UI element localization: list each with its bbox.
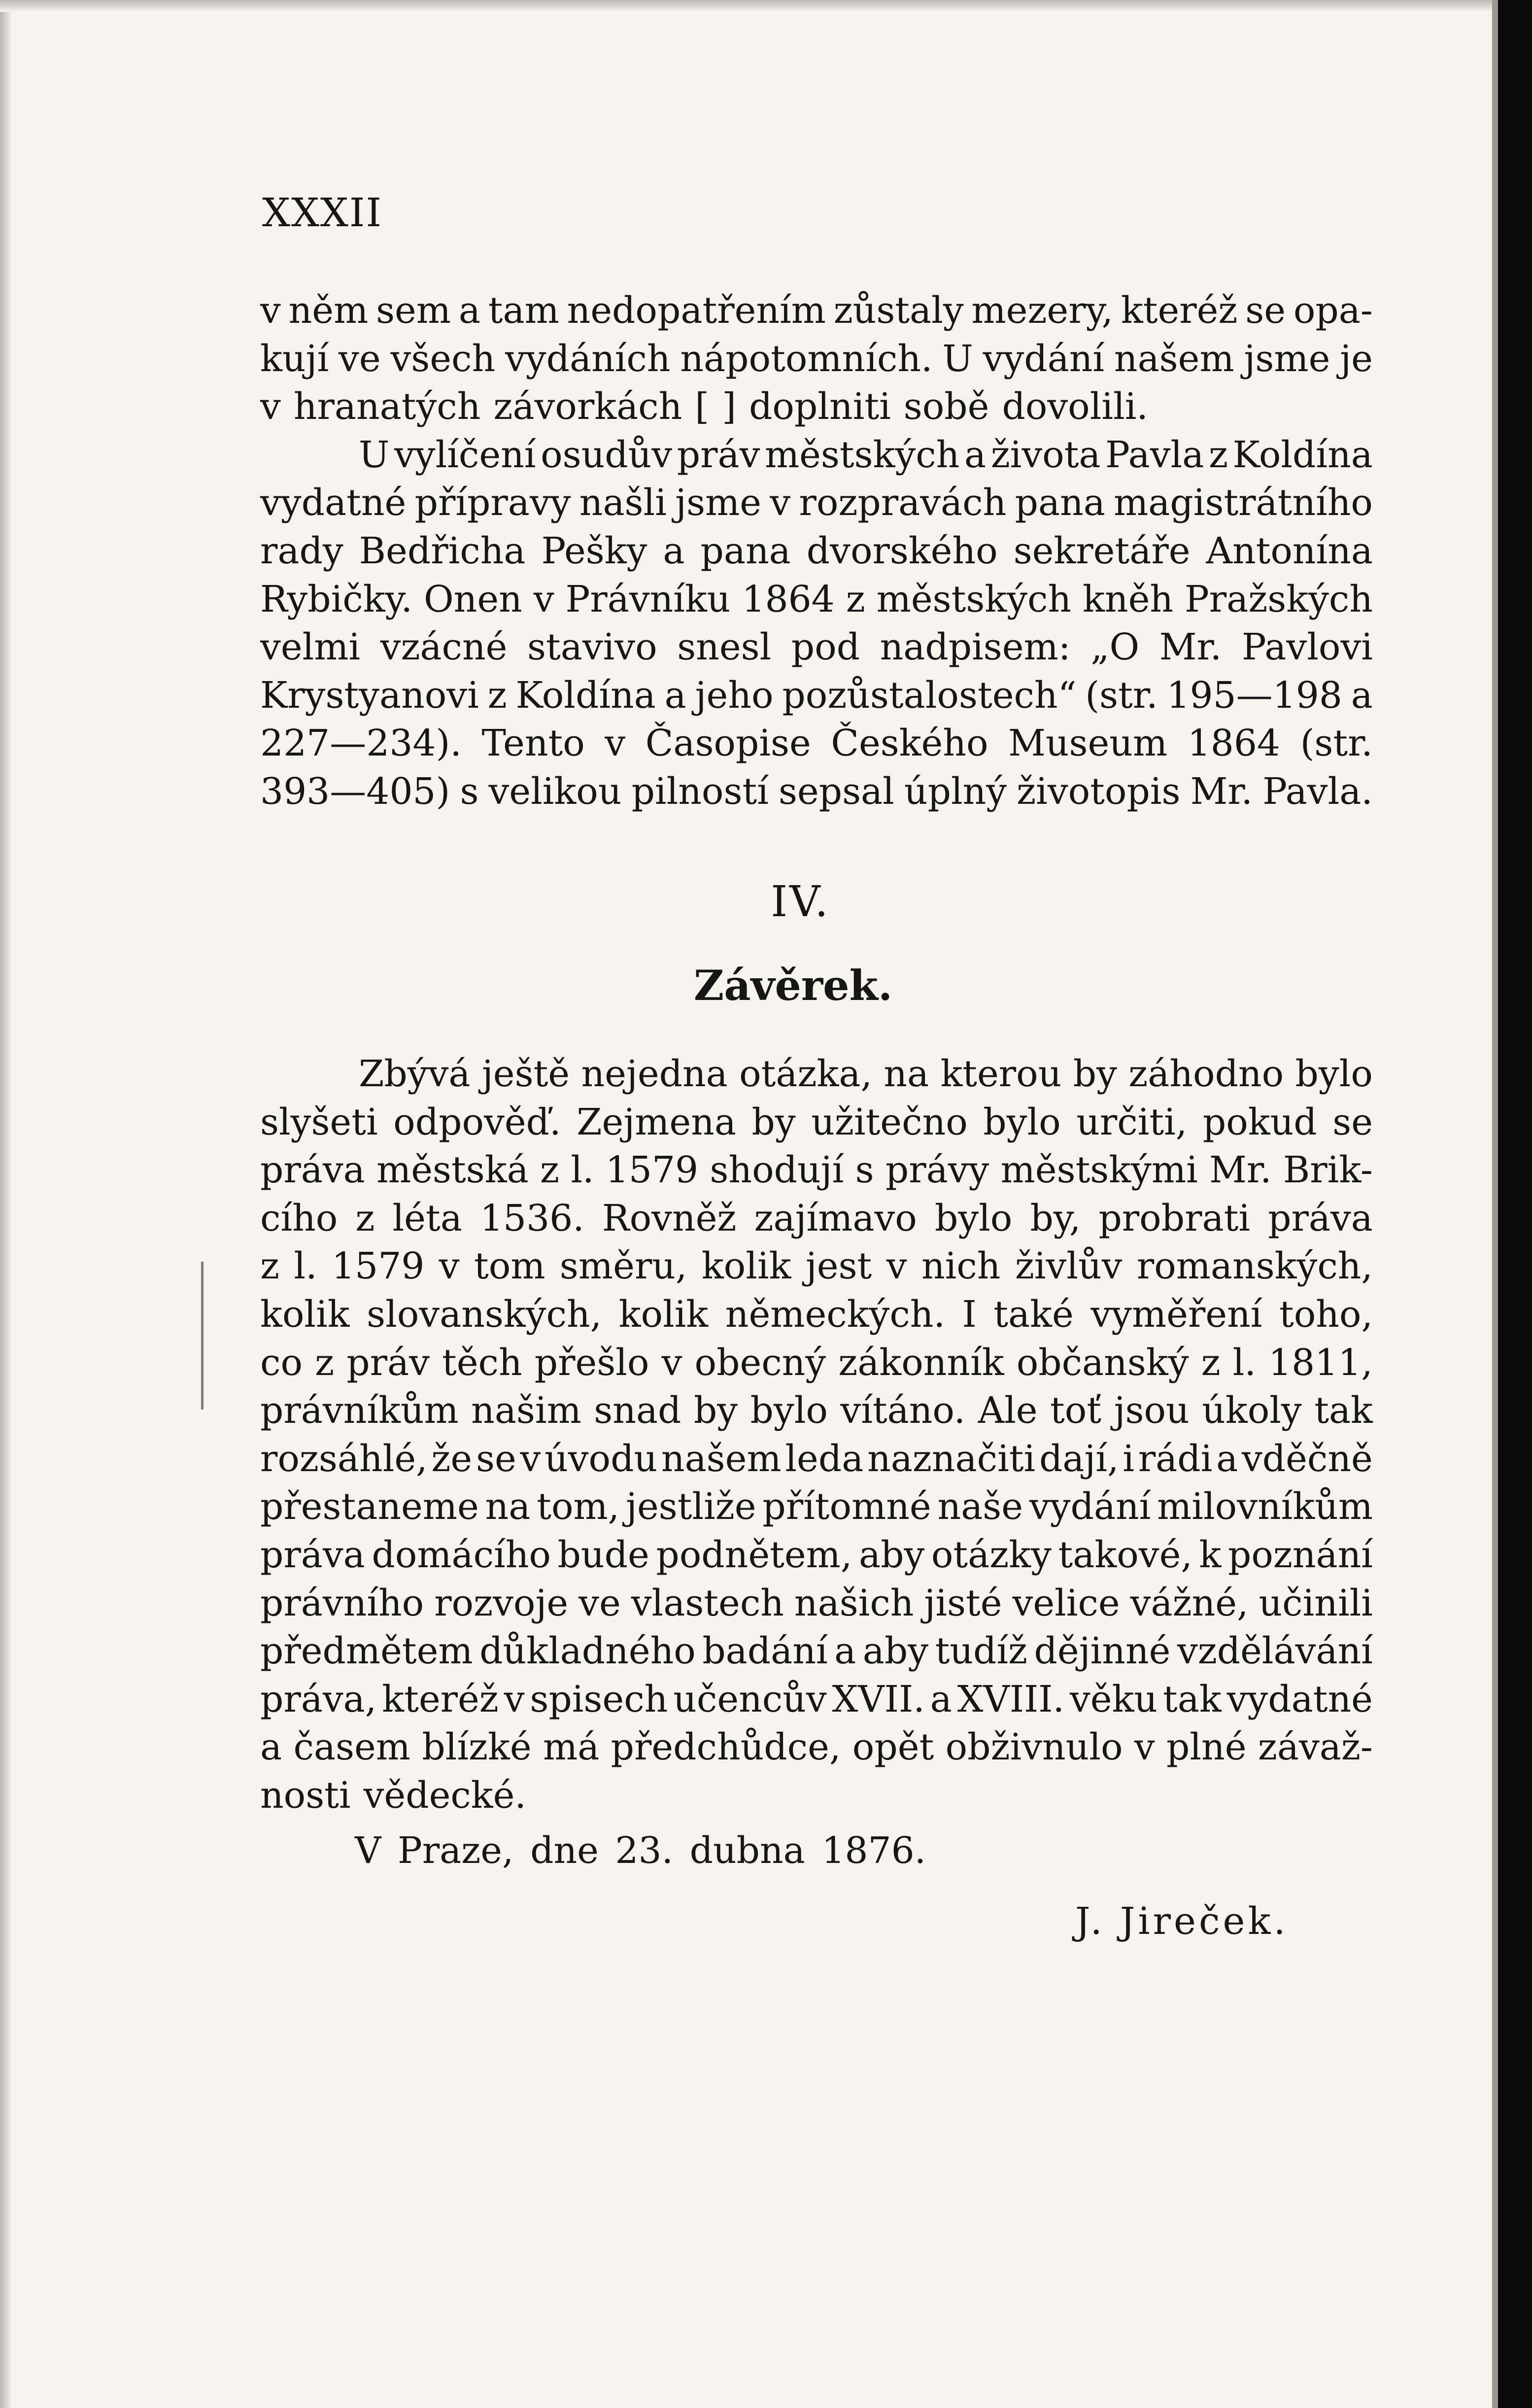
word: ve — [338, 337, 381, 380]
word: romanských, — [1136, 1245, 1373, 1288]
word: vydání — [983, 337, 1105, 380]
section-number: IV. — [771, 877, 830, 927]
word: jisté — [924, 1582, 1002, 1624]
text-line — [260, 768, 1373, 816]
word: s — [855, 1149, 874, 1192]
word: kněh — [1083, 578, 1174, 620]
word: mezery, — [971, 289, 1114, 332]
word: v — [661, 1341, 682, 1384]
word: rozpravách — [799, 482, 1007, 524]
word: nich — [921, 1245, 1001, 1288]
text-line — [260, 1772, 1373, 1820]
text-line — [260, 1242, 1373, 1291]
page-top-edge — [0, 0, 1532, 12]
word: našem — [1114, 337, 1234, 380]
word: v — [533, 578, 554, 620]
word: shodují — [710, 1149, 844, 1192]
word: také — [993, 1293, 1074, 1336]
word: kolik — [260, 1293, 350, 1336]
word: života — [990, 433, 1101, 476]
word: městská — [376, 1149, 529, 1192]
word: kteréž — [1121, 289, 1238, 332]
text-line — [260, 1627, 1373, 1676]
word: Tento — [481, 722, 585, 765]
word: I — [962, 1293, 977, 1336]
word: rady — [260, 529, 343, 572]
word: magistrátního — [1114, 482, 1373, 524]
word: co — [260, 1341, 303, 1384]
word: rozsáhlé, — [260, 1437, 428, 1480]
word: ] — [722, 385, 737, 428]
word: Rovněž — [602, 1197, 737, 1239]
dateline: V Praze, dne 23. dubna 1876. — [355, 1829, 926, 1872]
word: naše — [937, 1485, 1023, 1528]
word: se — [1245, 289, 1286, 332]
word: z — [1201, 1341, 1221, 1384]
word: velikou — [488, 770, 622, 813]
word: z — [1208, 433, 1228, 476]
word: živlův — [1015, 1245, 1123, 1288]
word: U — [942, 337, 973, 380]
word: Onen — [424, 578, 522, 620]
word: určiti, — [1076, 1101, 1188, 1143]
word: XVIII. — [957, 1678, 1065, 1720]
word: Brik- — [1283, 1149, 1373, 1192]
word: z — [315, 1341, 335, 1384]
word: Museum — [1008, 722, 1168, 765]
word: vzácné — [380, 626, 508, 669]
word: stavivo — [527, 626, 657, 669]
word: sepsal — [778, 770, 894, 813]
word: těch — [442, 1341, 522, 1384]
word: doplniti — [749, 385, 891, 428]
word: toho, — [1279, 1293, 1373, 1336]
word: l. — [571, 1149, 594, 1192]
word: něm — [288, 289, 369, 332]
word: bylo — [983, 1101, 1061, 1143]
word: přešlo — [534, 1341, 649, 1384]
word: kterou — [940, 1053, 1062, 1095]
word: v — [260, 289, 281, 332]
word: jestliže — [626, 1485, 756, 1528]
word: městských — [764, 433, 960, 476]
word: rozvoje — [434, 1582, 569, 1624]
word: ve — [579, 1582, 621, 1624]
word: úkoly — [1202, 1389, 1302, 1432]
word: U — [359, 433, 390, 476]
text-line — [260, 1291, 1373, 1339]
word: Pražských — [1185, 578, 1373, 620]
word: plné — [1166, 1726, 1247, 1769]
word: (str. — [1300, 722, 1373, 765]
word: poznání — [1227, 1533, 1373, 1576]
word: Antonína — [1206, 529, 1373, 572]
word: Mr. — [1209, 1149, 1272, 1192]
word: z — [260, 1245, 279, 1288]
word: 1579 — [605, 1149, 699, 1192]
word: záhodno — [1128, 1053, 1284, 1095]
word: Zejmena — [577, 1101, 736, 1143]
text-line — [260, 1146, 1373, 1195]
word: úvodu — [545, 1437, 658, 1480]
word: jest — [805, 1245, 872, 1288]
word: učinili — [1259, 1582, 1373, 1624]
word: v — [520, 1437, 541, 1480]
word: vzdělávání — [1177, 1630, 1373, 1673]
word: snesl — [677, 626, 772, 669]
word: [ — [695, 385, 710, 428]
text-line — [260, 1723, 1373, 1772]
word: 393—405) — [260, 770, 450, 813]
text-line — [260, 479, 1373, 527]
word: leda — [785, 1437, 864, 1480]
word: našli — [579, 482, 667, 524]
word: že — [431, 1437, 473, 1480]
word: přítomné — [762, 1485, 931, 1528]
word: 1579 — [332, 1245, 425, 1288]
text-line — [260, 1580, 1373, 1628]
word: zajímavo — [754, 1197, 917, 1239]
word: práv — [346, 1341, 430, 1384]
word: kolik — [618, 1293, 709, 1336]
page-right-edge — [1498, 0, 1532, 2408]
word: na — [485, 1485, 531, 1528]
text-line — [260, 1050, 1373, 1099]
word: snad — [594, 1389, 681, 1432]
word: vážné, — [1130, 1582, 1249, 1624]
word: dovolili. — [1002, 385, 1148, 428]
word: práva — [260, 1533, 365, 1576]
word: vydání — [1029, 1485, 1151, 1528]
word: naznačiti — [867, 1437, 1036, 1480]
word: vlastech — [631, 1582, 784, 1624]
word: tak — [1314, 1389, 1373, 1432]
word: Ale — [978, 1389, 1038, 1432]
word: právy — [885, 1149, 989, 1192]
word: městskými — [1000, 1149, 1198, 1192]
word: práva — [1268, 1197, 1373, 1239]
word: a — [1216, 1437, 1238, 1480]
word: hranatých — [293, 385, 481, 428]
word: a — [260, 1726, 282, 1769]
word: obecný — [694, 1341, 826, 1384]
word: předchůdce, — [611, 1726, 841, 1769]
word: 1864 — [742, 578, 835, 620]
word: aby — [862, 1630, 929, 1673]
word: z — [487, 674, 507, 717]
word: práv — [677, 433, 760, 476]
word: našim — [471, 1389, 581, 1432]
page-number: XXXII — [262, 190, 383, 236]
word: z — [846, 578, 865, 620]
word: „O — [1090, 626, 1140, 669]
word: práva — [260, 1149, 365, 1192]
word: důkladného — [479, 1630, 696, 1673]
word: cího — [260, 1197, 338, 1239]
word: v — [439, 1245, 460, 1288]
text-line — [260, 672, 1373, 720]
word: Zbývá — [359, 1053, 471, 1095]
word: k — [1199, 1533, 1222, 1576]
word: tak — [1163, 1678, 1222, 1720]
word: nosti — [260, 1774, 351, 1817]
word: Českého — [831, 722, 988, 765]
word: dvorského — [806, 529, 998, 572]
word: časem — [293, 1726, 410, 1769]
text-line — [260, 1531, 1373, 1580]
word: z — [540, 1149, 560, 1192]
word: zůstaly — [833, 289, 964, 332]
word: nejedna — [581, 1053, 728, 1095]
word: osudův — [541, 433, 673, 476]
word: bude — [557, 1533, 649, 1576]
word: Pavla. — [1262, 770, 1373, 813]
text-line — [260, 623, 1373, 672]
word: a — [663, 529, 685, 572]
word: městských — [876, 578, 1072, 620]
text-line — [260, 527, 1373, 576]
text-line — [260, 335, 1373, 383]
word: závaž- — [1258, 1726, 1373, 1769]
word: tom — [474, 1245, 545, 1288]
word: milovníkům — [1157, 1485, 1373, 1528]
word: a — [1351, 674, 1373, 717]
word: velmi — [260, 626, 361, 669]
word: právníkům — [260, 1389, 459, 1432]
word: takové, — [1058, 1533, 1192, 1576]
word: Mr. — [1190, 770, 1253, 813]
intro-text — [260, 287, 1373, 816]
word: tom, — [537, 1485, 620, 1528]
word: sem — [376, 289, 451, 332]
word: nápotomních. — [680, 337, 933, 380]
word: směru, — [559, 1245, 687, 1288]
word: Právníku — [565, 578, 731, 620]
word: v — [770, 482, 791, 524]
word: ještě — [481, 1053, 570, 1095]
word: otázky — [931, 1533, 1052, 1576]
word: pana — [1015, 482, 1105, 524]
word: pod — [791, 626, 860, 669]
word: opa- — [1293, 289, 1373, 332]
word: tam — [488, 289, 559, 332]
word: všech — [390, 337, 496, 380]
word: odpověď. — [393, 1101, 561, 1143]
page-right-shadow — [1492, 0, 1498, 2408]
word: sekretáře — [1013, 529, 1191, 572]
word: bylo — [1295, 1053, 1373, 1095]
word: tudíž — [935, 1630, 1028, 1673]
word: vědecké. — [363, 1774, 526, 1817]
word: probrati — [1098, 1197, 1250, 1239]
word: sobě — [903, 385, 989, 428]
word: léta — [392, 1197, 462, 1239]
word: životopis — [1017, 770, 1181, 813]
word: otázka, — [739, 1053, 872, 1095]
word: na — [884, 1053, 929, 1095]
text-line — [260, 1676, 1373, 1724]
word: Mr. — [1159, 626, 1222, 669]
word: našem — [661, 1437, 782, 1480]
word: 1536. — [479, 1197, 584, 1239]
word: se — [476, 1437, 516, 1480]
word: přípravy — [414, 482, 571, 524]
text-line — [260, 383, 1373, 431]
word: je — [1340, 337, 1373, 380]
word: jsou — [1114, 1389, 1190, 1432]
text-line — [260, 1195, 1373, 1243]
word: kteréž — [382, 1678, 499, 1720]
word: slovanských, — [367, 1293, 602, 1336]
word: v — [886, 1245, 907, 1288]
word: Pešky — [541, 529, 647, 572]
word: spisech — [530, 1678, 668, 1720]
word: německých. — [725, 1293, 945, 1336]
word: práva, — [260, 1678, 377, 1720]
word: v — [1134, 1726, 1155, 1769]
word: i — [1123, 1437, 1134, 1480]
word: 195—198 — [1166, 674, 1342, 717]
word: kují — [260, 337, 329, 380]
word: má — [543, 1726, 600, 1769]
word: vydáních — [505, 337, 671, 380]
word: aby — [858, 1533, 925, 1576]
text-line — [260, 431, 1373, 480]
text-line — [260, 287, 1373, 335]
word: úplný — [904, 770, 1007, 813]
word: pana — [700, 529, 791, 572]
word: dají, — [1039, 1437, 1119, 1480]
word: Koldína — [1232, 433, 1373, 476]
word: a — [964, 433, 987, 476]
word: závorkách — [493, 385, 682, 428]
word: by — [751, 1101, 796, 1143]
word: Bedřicha — [359, 529, 526, 572]
word: 227—234). — [260, 722, 462, 765]
text-line — [260, 1099, 1373, 1147]
word: 1811, — [1268, 1341, 1373, 1384]
word: (str. — [1085, 674, 1158, 717]
word: Pavla — [1105, 433, 1204, 476]
word: vítáno. — [840, 1389, 966, 1432]
word: pozůstalostech“ — [782, 674, 1077, 717]
word: našich — [794, 1582, 914, 1624]
word: v — [605, 722, 626, 765]
word: l. — [294, 1245, 317, 1288]
word: přestaneme — [260, 1485, 479, 1528]
word: by, — [1030, 1197, 1081, 1239]
word: a — [458, 289, 480, 332]
word: l. — [1232, 1341, 1256, 1384]
text-line — [260, 720, 1373, 768]
word: učencův — [673, 1678, 827, 1720]
word: se — [1332, 1101, 1373, 1143]
word: badání — [702, 1630, 828, 1673]
word: XVII. — [832, 1678, 925, 1720]
word: v — [260, 385, 281, 428]
word: kolik — [701, 1245, 791, 1288]
word: v — [504, 1678, 525, 1720]
word: dějinné — [1034, 1630, 1171, 1673]
page-left-edge — [0, 0, 11, 2408]
text-line — [260, 1387, 1373, 1435]
word: opět — [852, 1726, 934, 1769]
word: vylíčení — [394, 433, 536, 476]
word: nedopatřením — [567, 289, 826, 332]
word: bylo — [750, 1389, 828, 1432]
word: vydatné — [260, 482, 407, 524]
text-line — [260, 1435, 1373, 1483]
word: jeho — [695, 674, 774, 717]
word: by — [1073, 1053, 1117, 1095]
word: právního — [260, 1582, 424, 1624]
word: z — [355, 1197, 375, 1239]
conclusion-text — [260, 1050, 1373, 1820]
word: zákonník — [838, 1341, 1004, 1384]
word: bylo — [934, 1197, 1013, 1239]
section-title: Závěrek. — [693, 961, 893, 1010]
word: podnětem, — [656, 1533, 852, 1576]
word: občanský — [1016, 1341, 1189, 1384]
word: jsme — [1244, 337, 1330, 380]
word: Koldína — [515, 674, 656, 717]
word: Rybičky. — [260, 578, 413, 620]
word: věku — [1069, 1678, 1158, 1720]
word: užitečno — [811, 1101, 968, 1143]
word: nadpisem: — [880, 626, 1071, 669]
word: obživnulo — [945, 1726, 1123, 1769]
word: s — [460, 770, 479, 813]
word: 1864 — [1187, 722, 1281, 765]
word: předmětem — [260, 1630, 473, 1673]
word: pilností — [631, 770, 769, 813]
word: by — [693, 1389, 738, 1432]
word: a — [834, 1630, 856, 1673]
word: blízké — [422, 1726, 532, 1769]
margin-mark — [201, 1262, 204, 1410]
word: Časopise — [645, 722, 811, 765]
word: vyměření — [1090, 1293, 1262, 1336]
word: a — [930, 1678, 952, 1720]
word: velice — [1012, 1582, 1120, 1624]
word: slyšeti — [260, 1101, 378, 1143]
word: vydatné — [1226, 1678, 1373, 1720]
word: pokud — [1202, 1101, 1317, 1143]
word: vděčně — [1241, 1437, 1373, 1480]
text-line — [260, 576, 1373, 624]
signature: J. Jireček. — [1075, 1899, 1289, 1943]
word: jsme — [675, 482, 762, 524]
text-line — [260, 1339, 1373, 1387]
word: domácího — [372, 1533, 551, 1576]
word: rádi — [1138, 1437, 1213, 1480]
word: Krystyanovi — [260, 674, 479, 717]
word: Pavlovi — [1241, 626, 1373, 669]
word: toť — [1050, 1389, 1102, 1432]
text-line — [260, 1483, 1373, 1531]
word: a — [664, 674, 686, 717]
